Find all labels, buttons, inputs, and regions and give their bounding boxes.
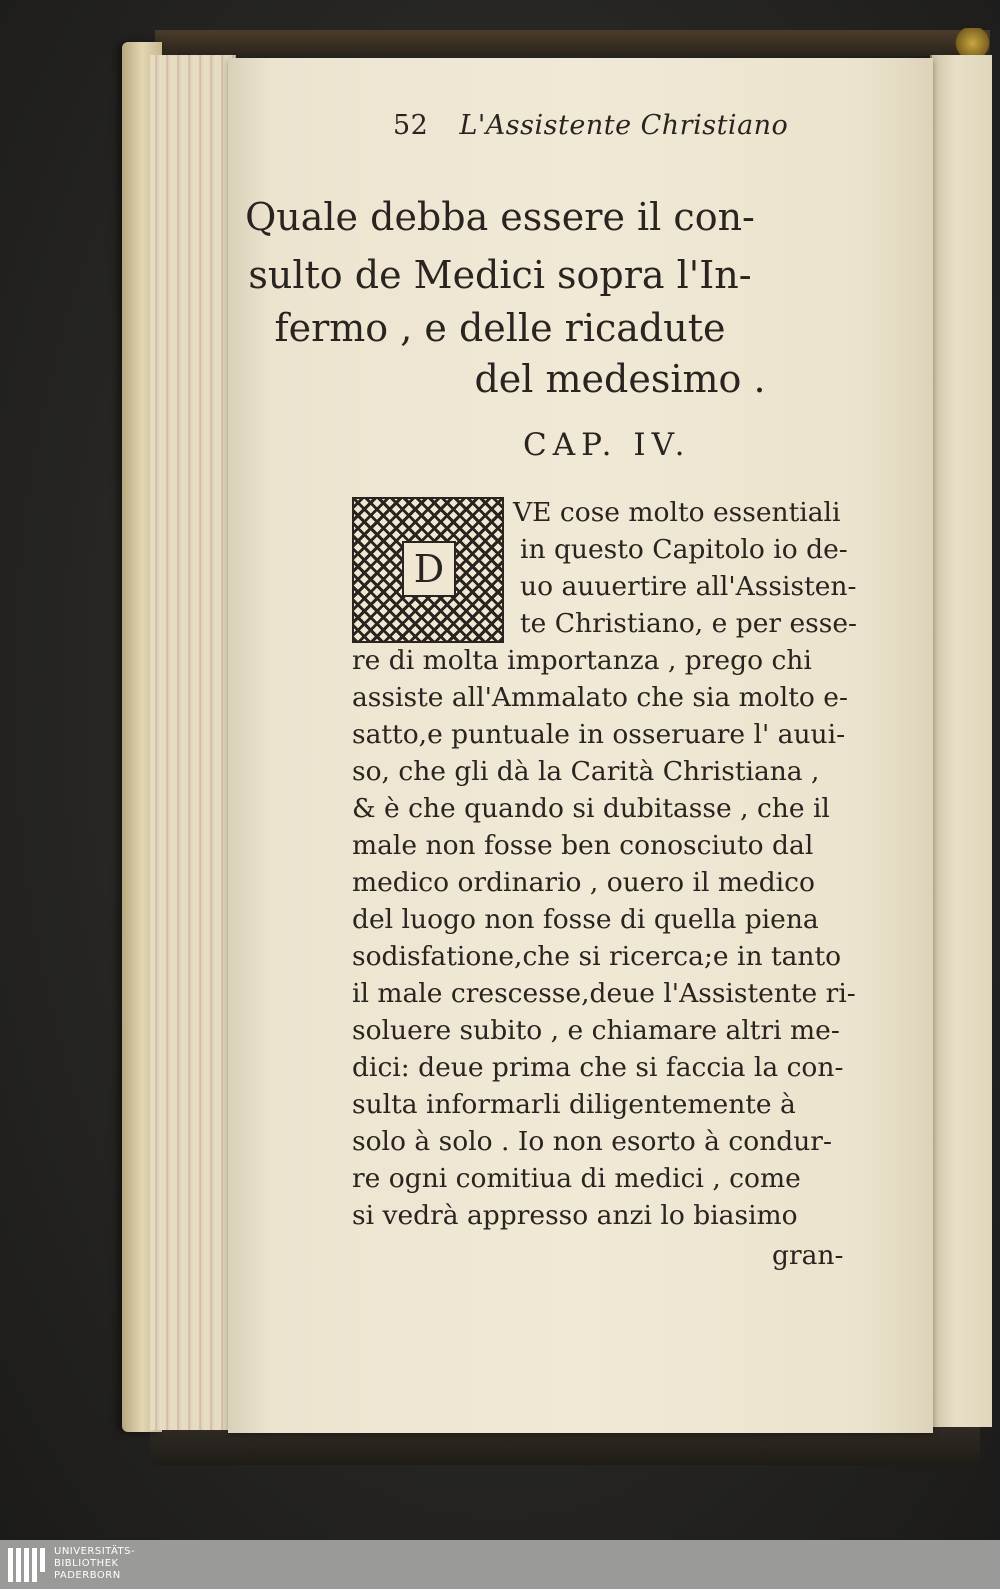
running-title: L'Assistente Christiano bbox=[459, 110, 789, 141]
body-line-1: VE cose molto essentiali bbox=[513, 497, 841, 528]
decorated-initial bbox=[352, 497, 504, 643]
body-line-4: te Christiano, e per esse- bbox=[520, 608, 857, 639]
chapter-number: CAP. IV. bbox=[523, 427, 691, 463]
body-line-14: il male crescesse,deue l'Assistente ri- bbox=[352, 978, 856, 1009]
body-line-11: medico ordinario , ouero il medico bbox=[352, 867, 815, 898]
body-line-9: & è che quando si dubitasse , che il bbox=[352, 793, 830, 824]
chapter-title-line-2: sulto de Medici sopra l'In- bbox=[248, 253, 752, 297]
footer-line-2: BIBLIOTHEK bbox=[54, 1558, 119, 1569]
body-line-6: assiste all'Ammalato che sia molto e- bbox=[352, 682, 848, 713]
footer-line-3: PADERBORN bbox=[54, 1570, 121, 1581]
chapter-title-line-3: fermo , e delle ricadute bbox=[274, 306, 726, 350]
body-line-7: satto,e puntuale in osseruare l' auui- bbox=[352, 719, 846, 750]
body-line-8: so, che gli dà la Carità Christiana , bbox=[352, 756, 820, 787]
page-number: 52 bbox=[393, 110, 429, 141]
body-line-5: re di molta importanza , prego chi bbox=[352, 645, 812, 676]
initial-letter: D bbox=[402, 541, 456, 597]
library-footer-bar bbox=[0, 1540, 1000, 1589]
library-logo-icon bbox=[8, 1548, 44, 1582]
body-line-12: del luogo non fosse di quella piena bbox=[352, 904, 819, 935]
chapter-title-line-1: Quale debba essere il con- bbox=[245, 195, 755, 239]
body-line-2: in questo Capitolo io de- bbox=[520, 534, 848, 565]
binding-ornament bbox=[955, 28, 990, 58]
catchword: gran- bbox=[772, 1240, 844, 1271]
footer-line-1: UNIVERSITÄTS- bbox=[54, 1546, 136, 1557]
body-line-10: male non fosse ben conosciuto dal bbox=[352, 830, 814, 861]
body-line-16: dici: deue prima che si faccia la con- bbox=[352, 1052, 844, 1083]
body-line-20: si vedrà appresso anzi lo biasimo bbox=[352, 1200, 798, 1231]
running-head bbox=[393, 110, 788, 141]
body-line-13: sodisfatione,che si ricerca;e in tanto bbox=[352, 941, 842, 972]
body-line-17: sulta informarli diligentemente à bbox=[352, 1089, 796, 1120]
book-top-edge bbox=[155, 30, 990, 56]
body-line-15: soluere subito , e chiamare altri me- bbox=[352, 1015, 840, 1046]
chapter-title-line-4: del medesimo . bbox=[474, 357, 766, 401]
body-line-3: uo auuertire all'Assisten- bbox=[520, 571, 857, 602]
body-line-19: re ogni comitiua di medici , come bbox=[352, 1163, 801, 1194]
body-line-18: solo à solo . Io non esorto à condur- bbox=[352, 1126, 832, 1157]
